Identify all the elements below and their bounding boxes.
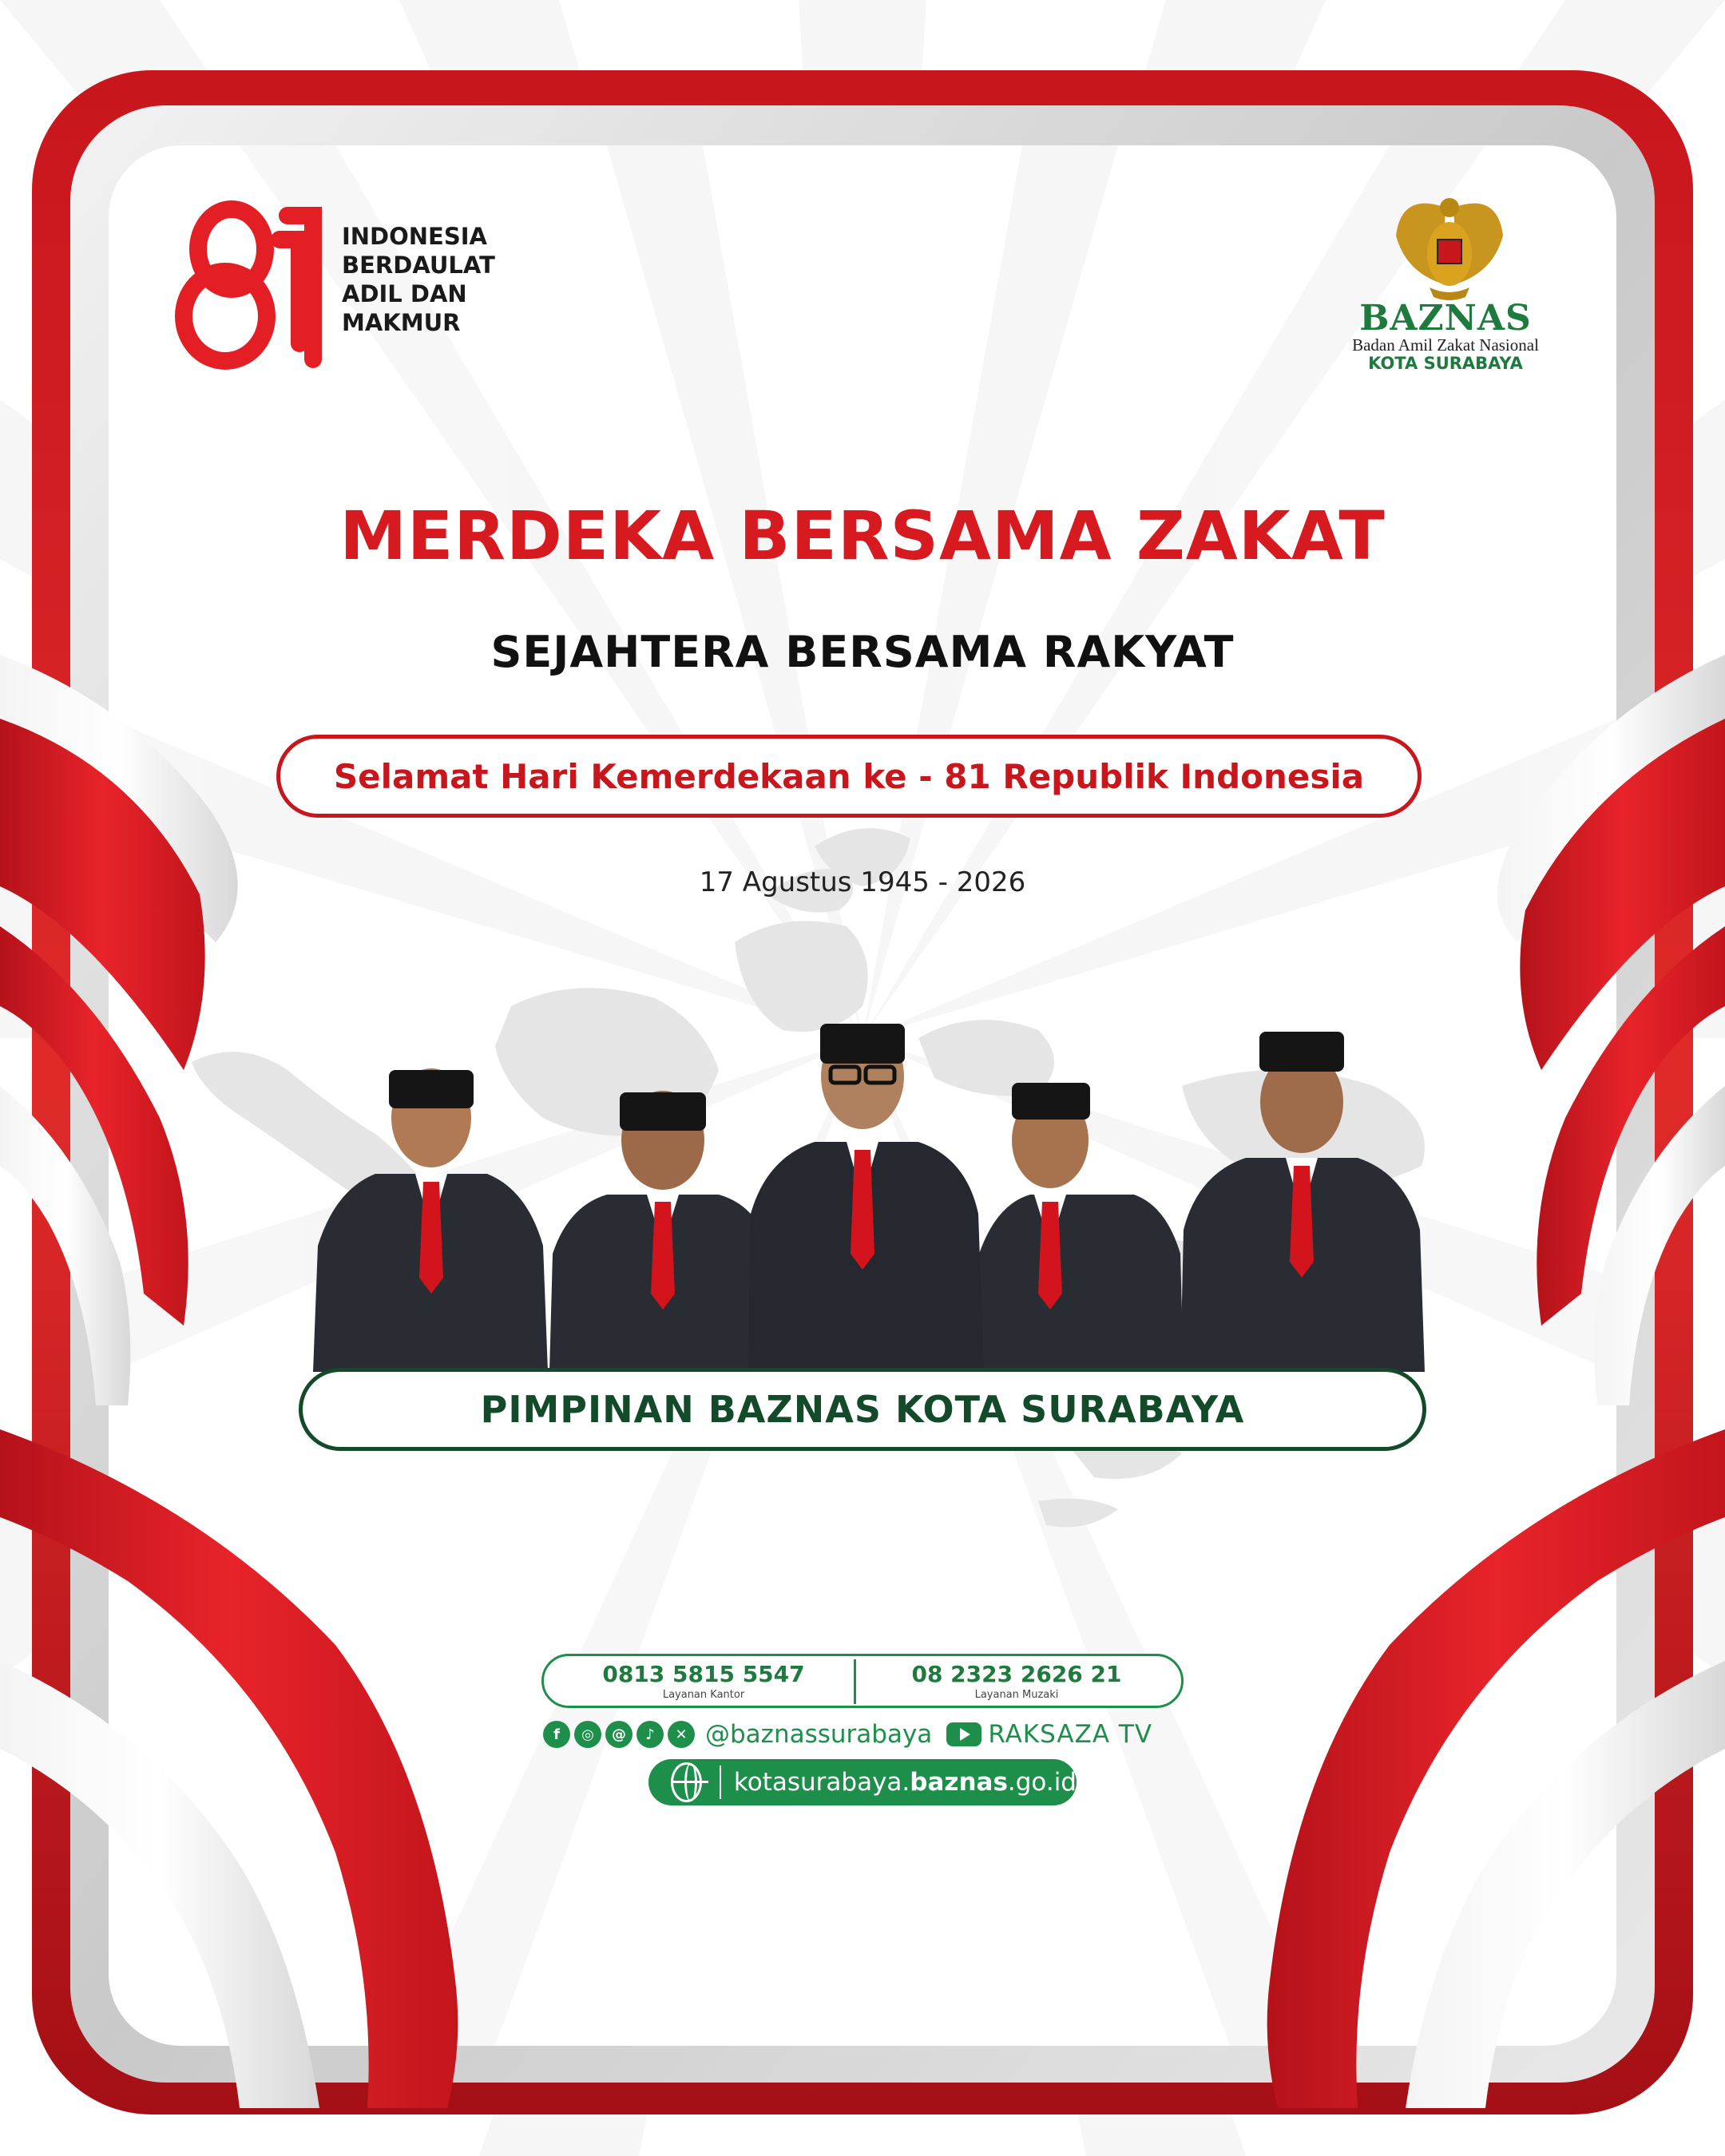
greeting-banner	[276, 735, 1422, 818]
facebook-icon[interactable]: f	[543, 1721, 570, 1748]
threads-icon[interactable]: @	[605, 1721, 632, 1748]
contact-divider	[854, 1659, 856, 1704]
sub-headline: SEJAHTERA BERSAMA RAKYAT	[490, 627, 1235, 677]
website-divider	[720, 1766, 721, 1799]
muzaki-phone-label: Layanan Muzaki	[974, 1689, 1059, 1701]
tv-channel-name[interactable]: RAKSAZA TV	[988, 1720, 1153, 1749]
website-url	[734, 1768, 1077, 1797]
contact-muzaki[interactable]	[857, 1656, 1176, 1706]
baznas-logo-city: KOTA SURABAYA	[1368, 354, 1523, 373]
social-links	[543, 1718, 1152, 1750]
contact-office[interactable]	[544, 1656, 863, 1706]
x-icon[interactable]: ✕	[668, 1721, 695, 1748]
baznas-logo-subtitle: Badan Amil Zakat Nasional	[1352, 335, 1539, 355]
greeting-text: Selamat Hari Kemerdekaan ke - 81 Republik Indonesia	[333, 756, 1365, 796]
tiktok-icon[interactable]: ♪	[636, 1721, 664, 1748]
group-caption-banner	[299, 1368, 1426, 1451]
tagline-line-2: BERDAULAT	[342, 252, 495, 279]
tagline-line-4: MAKMUR	[342, 309, 461, 336]
office-phone-label: Layanan Kantor	[662, 1689, 745, 1701]
globe-icon	[671, 1762, 702, 1802]
main-headline: MERDEKA BERSAMA ZAKAT	[339, 497, 1386, 575]
logo-81-tagline	[342, 222, 495, 337]
website-link[interactable]	[648, 1759, 1077, 1805]
baznas-logo-name: BAZNAS	[1359, 298, 1532, 339]
group-caption-text: PIMPINAN BAZNAS KOTA SURABAYA	[480, 1388, 1245, 1431]
tagline-line-3: ADIL DAN	[342, 280, 467, 307]
social-handle[interactable]: @baznassurabaya	[705, 1720, 933, 1749]
website-url-bold: baznas	[910, 1768, 1008, 1797]
office-phone: 0813 5815 5547	[602, 1661, 805, 1687]
contact-phones	[541, 1654, 1184, 1708]
website-url-prefix: kotasurabaya.	[733, 1768, 910, 1797]
website-url-suffix: .go.id	[1007, 1768, 1077, 1797]
instagram-icon[interactable]: ◎	[574, 1721, 601, 1748]
date-range: 17 Agustus 1945 - 2026	[699, 866, 1026, 898]
muzaki-phone: 08 2323 2626 21	[911, 1661, 1122, 1687]
youtube-icon[interactable]	[946, 1722, 981, 1746]
tagline-line-1: INDONESIA	[342, 223, 487, 250]
